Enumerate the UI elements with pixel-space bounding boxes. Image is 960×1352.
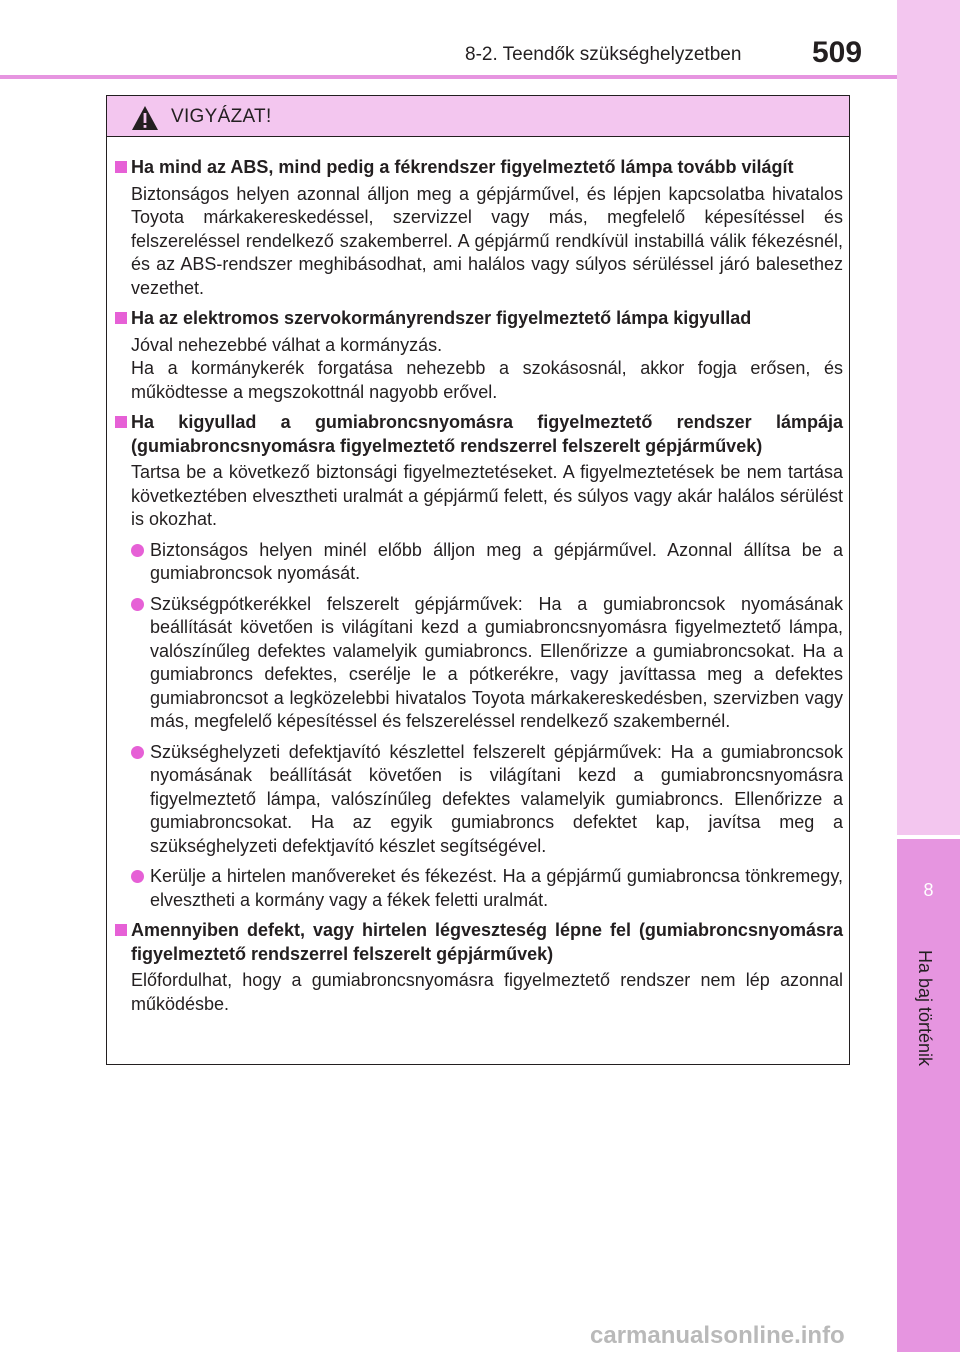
- section-paragraph: Biztonságos helyen azonnal álljon meg a gépjárművel, és lépjen kapcsolatba hivatalos Toyota márkakereskedéssel, szervizzel vagy más, megfelelő képesítéssel és felszereléssel rendelkező szakemberrel. A gépjármű rendkívül instabillá válik fékezésnél, és az ABS-rendszer meghibásodhat, ami halálos vagy súlyos sérüléssel járó balesethez vezethet.: [131, 183, 843, 298]
- warning-box: [106, 95, 850, 1065]
- section-heading: [115, 307, 843, 331]
- header-rule: [0, 75, 897, 79]
- section-heading: [115, 411, 843, 458]
- bullet-item: [115, 593, 843, 734]
- chapter-title: Ha baj történik: [915, 950, 935, 1067]
- side-tab-upper: [897, 0, 960, 835]
- warning-triangle-icon: [131, 105, 159, 131]
- square-bullet-icon: [115, 161, 127, 173]
- chapter-side-tab: [897, 0, 960, 1352]
- bullet-item: [115, 539, 843, 586]
- square-bullet-icon: [115, 924, 127, 936]
- section-heading-text: Ha az elektromos szervokormányrendszer figyelmeztető lámpa kigyullad: [131, 308, 752, 328]
- section-paragraph: Tartsa be a következő biztonsági figyelmeztetéseket. A figyelmeztetések be nem tartása következtében elvesztheti uralmát a gépjármű felett, és súlyos vagy akár halálos sérülést is okozhat.: [131, 462, 843, 529]
- square-bullet-icon: [115, 416, 127, 428]
- round-bullet-icon: [131, 870, 144, 883]
- round-bullet-icon: [131, 544, 144, 557]
- page-number: 509: [812, 36, 863, 69]
- square-bullet-icon: [115, 312, 127, 324]
- section-heading-text: Ha mind az ABS, mind pedig a fékrendszer figyelmeztető lámpa tovább világít: [131, 157, 794, 177]
- warning-content: [115, 156, 843, 1023]
- section-paragraph: Előfordulhat, hogy a gumiabroncsnyomásra figyelmeztető rendszer nem lép azonnal működésbe.: [131, 970, 843, 1014]
- bullet-item: [115, 741, 843, 859]
- section-heading-text: Ha kigyullad a gumiabroncsnyomásra figyelmeztető rendszer lámpája (gumiabroncsnyomásra figyelmeztető rendszerrel felszerelt gépjárművek): [131, 412, 843, 456]
- section-title: 8-2. Teendők szükséghelyzetben: [465, 44, 742, 65]
- section-heading: [115, 919, 843, 966]
- warning-header: [107, 96, 849, 137]
- bullet-text: Biztonságos helyen minél előbb álljon meg a gépjárművel. Azonnal állítsa be a gumiabroncsok nyomását.: [150, 539, 843, 583]
- round-bullet-icon: [131, 598, 144, 611]
- warning-label: VIGYÁZAT!: [171, 106, 272, 127]
- bullet-item: [115, 865, 843, 912]
- section-heading: [115, 156, 843, 180]
- bullet-text: Szükséghelyzeti defektjavító készlettel felszerelt gépjárművek: Ha a gumiabroncsok nyomásának beállítását követően is világítani kezd a gumiabroncsnyomásra figyelmeztető lámpa, valószínűleg defektes valamelyik gumiabroncs. Ellenőrizze a gumiabroncsokat. Ha az egyik gumiabroncs defektet kap, javítsa meg a szükséghelyzeti defektjavító készlet segítségével.: [150, 741, 843, 856]
- bullet-text: Kerülje a hirtelen manővereket és fékezést. Ha a gépjármű gumiabroncsa tönkremegy, elvesztheti a kormány vagy a fékek feletti uralmát.: [150, 866, 843, 910]
- section-paragraph: Jóval nehezebbé válhat a kormányzás.: [131, 334, 443, 355]
- section-heading-text: Amennyiben defekt, vagy hirtelen légveszteség lépne fel (gumiabroncsnyomásra figyelmeztető rendszerrel felszerelt gépjárművek): [131, 920, 843, 964]
- section-paragraph: Ha a kormánykerék forgatása nehezebb a szokásosnál, akkor fogja erősen, és működtesse a megszokottnál nagyobb erővel.: [131, 358, 843, 402]
- round-bullet-icon: [131, 746, 144, 759]
- bullet-text: Szükségpótkerékkel felszerelt gépjárművek: Ha a gumiabroncsok nyomásának beállítását követően is világítani kezd a gumiabroncsnyomásra figyelmeztető lámpa, valószínűleg defektes valamelyik gumiabroncs. Ellenőrizze a gumiabroncsokat. Ha a gumiabroncs defektes, cserélje le a pótkerékre, vagy javíttassa meg a defektes gumiabroncsot a legközelebbi hivatalos Toyota márkakereskedésben, szervizben vagy más, megfelelő képesítéssel és felszereléssel rendelkező szakembernél.: [150, 593, 843, 731]
- chapter-number: 8: [923, 880, 934, 900]
- side-tab-separator: [897, 835, 960, 839]
- watermark: carmanualsonline.info: [590, 1322, 845, 1349]
